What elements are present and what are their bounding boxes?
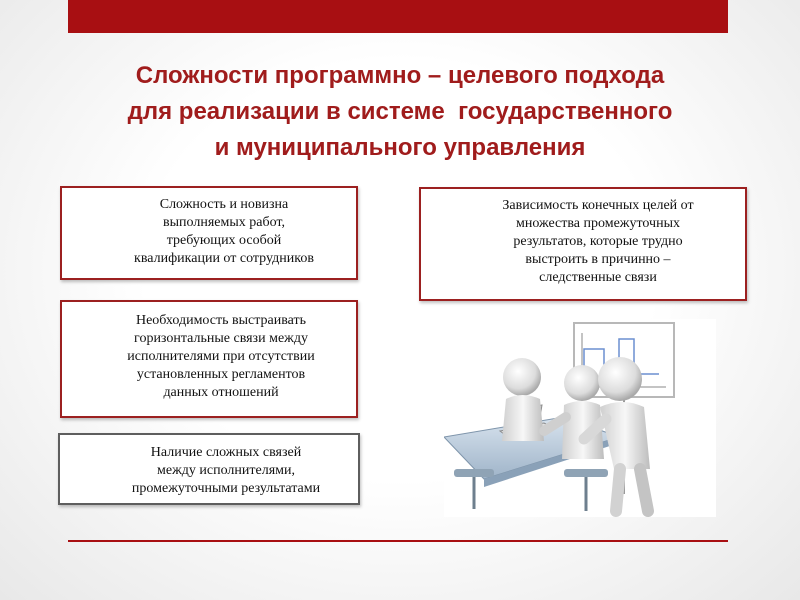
box-text-line: Сложность и новизна — [159, 197, 289, 212]
slide-title — [60, 58, 740, 166]
box-text-line: горизонтальные связи между — [134, 331, 308, 346]
box-text-line: множества промежуточных — [515, 216, 680, 231]
box-text-line: квалификации от сотрудников — [134, 251, 314, 266]
box-text-line: Наличие сложных связей — [150, 445, 302, 460]
box-text-line: Зависимость конечных целей от — [502, 198, 694, 213]
box-text-line: выстроить в причинно – — [525, 252, 671, 267]
box-text-line: промежуточными результатами — [131, 481, 321, 496]
goals-dependency-box — [419, 187, 747, 301]
team-meeting-figures-image — [444, 319, 716, 517]
box-text-line: выполняемых работ, — [163, 215, 285, 230]
box-text-line: следственные связи — [539, 270, 657, 285]
box-text-line: Необходимость выстраивать — [135, 313, 307, 328]
title-line: для реализации в системе государственного — [127, 98, 673, 125]
box-text-line: установленных регламентов — [136, 367, 306, 382]
complexity-novelty-box — [60, 186, 358, 280]
bottom-divider — [68, 540, 728, 542]
top-accent-bar — [68, 0, 728, 33]
title-line: и муниципального управления — [214, 134, 586, 161]
box-text-line: результатов, которые трудно — [513, 234, 683, 249]
box-text-line: исполнителями при отсутствии — [127, 349, 315, 364]
complex-links-box — [58, 433, 360, 505]
title-line: Сложности программно – целевого подхода — [135, 62, 665, 89]
box-text-line: между исполнителями, — [157, 463, 295, 478]
box-text-line: данных отношений — [163, 385, 279, 400]
horizontal-links-box — [60, 300, 358, 418]
box-text-line: требующих особой — [166, 233, 282, 248]
